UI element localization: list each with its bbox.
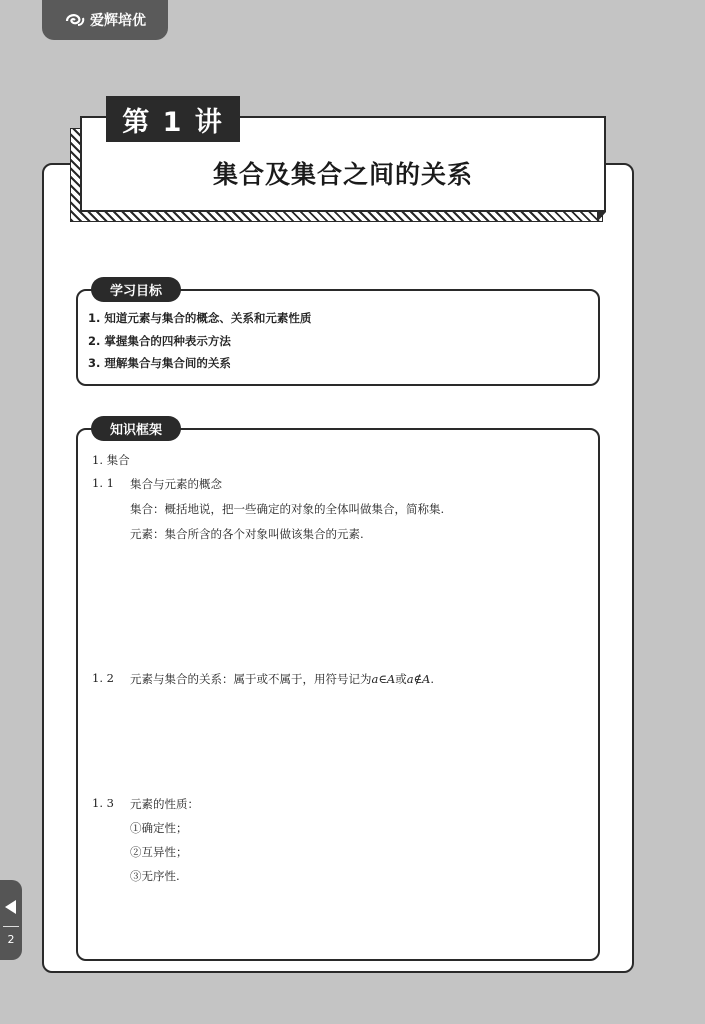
goal-item: 2. 掌握集合的四种表示方法 (88, 334, 231, 348)
section-number: 1. 3 (92, 796, 114, 810)
section-number: 1. 1 (92, 476, 114, 490)
goal-item: 3. 理解集合与集合间的关系 (88, 356, 231, 370)
symbol-not-belongs: a∉A (406, 672, 431, 686)
section-number: 1. 2 (92, 671, 114, 685)
section-title: 元素的性质： (130, 797, 199, 811)
brand-name: 爱辉培优 (90, 13, 146, 29)
goal-item: 1. 知道元素与集合的概念、关系和元素性质 (88, 311, 312, 325)
arrow-left-icon (5, 900, 16, 914)
symbol-belongs: a∈A (371, 672, 396, 686)
banner-corner (597, 212, 606, 222)
learning-goals-label: 学习目标 (91, 277, 181, 302)
property-item: ①确定性； (130, 821, 188, 835)
page-title: 集合及集合之间的关系 (212, 160, 473, 189)
property-item: ②互异性； (130, 845, 188, 859)
membership-line (130, 671, 434, 687)
lecture-number: 第 1 讲 (106, 96, 240, 142)
membership-text: 元素与集合的关系：属于或不属于，用符号记为 (130, 672, 372, 686)
page-number: 2 (7, 933, 15, 946)
or-text: 或 (395, 672, 407, 686)
section-title: 集合与元素的概念 (130, 477, 222, 491)
brand-logo (42, 0, 168, 40)
period: . (430, 672, 435, 686)
framework-label: 知识框架 (91, 416, 181, 441)
page-tab (0, 880, 22, 960)
property-item: ③无序性. (130, 869, 180, 883)
framework-heading: 1. 集合 (92, 453, 130, 467)
brand-swirl-icon (64, 12, 86, 28)
set-definition: 集合：概括地说，把一些确定的对象的全体叫做集合，简称集. (130, 502, 445, 516)
tab-divider (3, 926, 19, 927)
element-definition: 元素：集合所含的各个对象叫做该集合的元素. (130, 527, 364, 541)
